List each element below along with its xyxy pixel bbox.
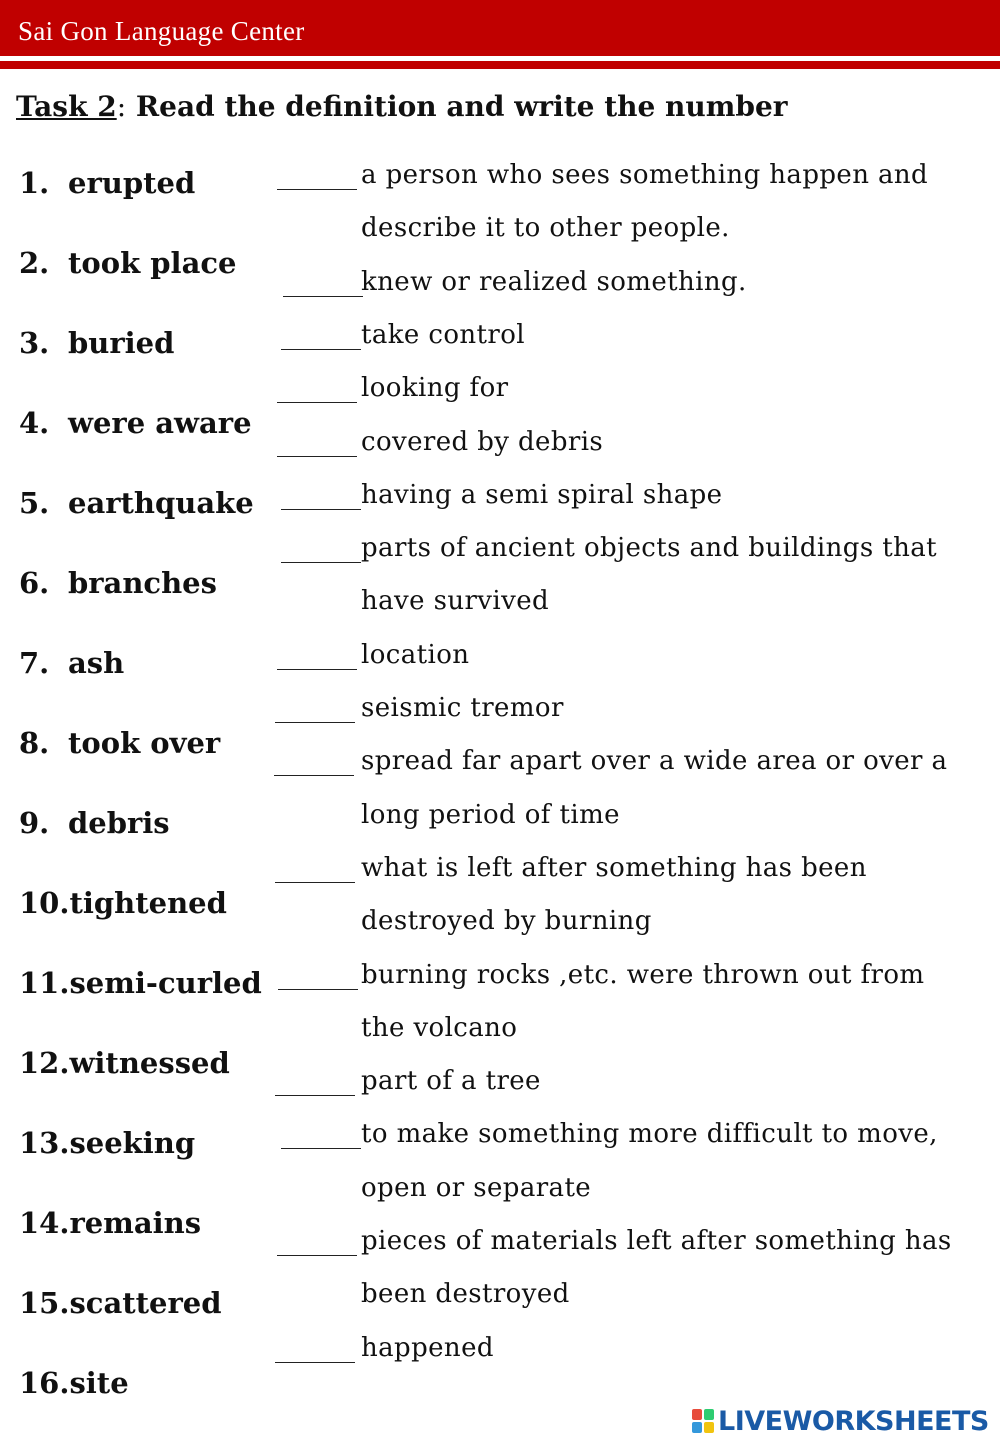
definition-line: open or separate [361, 1172, 592, 1203]
answer-blank[interactable] [281, 349, 361, 350]
definition-line: location [361, 639, 470, 670]
definition-line: having a semi spiral shape [361, 479, 723, 510]
word-item [19, 1046, 230, 1080]
definition-line: describe it to other people. [361, 213, 730, 244]
definition-line: covered by debris [361, 426, 604, 457]
word-number: 4. [19, 406, 50, 440]
task-instruction: Read the definition and write the number [126, 90, 788, 123]
word-item [19, 326, 174, 360]
word-text: tightened [69, 886, 227, 920]
liveworksheets-logo-icon [692, 1409, 714, 1433]
definition-line: have survived [361, 586, 550, 617]
definition-line: been destroyed [361, 1279, 570, 1310]
task-heading [16, 90, 788, 123]
word-item [19, 1286, 221, 1320]
answer-blank[interactable] [275, 882, 355, 883]
word-number: 10. [19, 886, 70, 920]
header-bar [0, 0, 1000, 56]
definition-line: knew or realized something. [361, 266, 747, 297]
task-label: Task 2 [16, 90, 117, 123]
word-number: 14. [19, 1206, 70, 1240]
word-text: debris [68, 806, 170, 840]
word-item [19, 726, 220, 760]
definition-line: seismic tremor [361, 693, 564, 723]
definition-line: parts of ancient objects and buildings that [361, 533, 937, 564]
word-text: buried [68, 326, 175, 360]
answer-blank[interactable] [277, 456, 357, 457]
definition-line: happened [361, 1332, 494, 1363]
word-item [19, 166, 195, 200]
answer-blank[interactable] [277, 189, 357, 190]
liveworksheets-logo [692, 1403, 989, 1439]
answer-blank[interactable] [275, 1362, 355, 1363]
word-text: semi-curled [69, 966, 262, 1000]
word-text: site [69, 1366, 129, 1400]
word-number: 6. [19, 566, 50, 600]
definition-line: part of a tree [361, 1066, 541, 1097]
word-number: 13. [19, 1126, 70, 1160]
task-colon: : [116, 90, 127, 123]
answer-blank[interactable] [277, 1255, 357, 1256]
word-item [19, 486, 254, 520]
word-item [19, 806, 170, 840]
definition-line: a person who sees something happen and [361, 160, 929, 190]
word-text: erupted [68, 166, 196, 200]
word-text: remains [69, 1206, 202, 1240]
word-text: were aware [68, 406, 252, 440]
definition-line: take control [361, 319, 525, 350]
answer-blank[interactable] [278, 989, 358, 990]
word-item [19, 246, 236, 280]
definition-line: looking for [361, 373, 509, 404]
answer-blank[interactable] [277, 402, 357, 403]
word-item [19, 966, 262, 1000]
definition-line: long period of time [361, 799, 620, 830]
word-text: seeking [69, 1126, 196, 1160]
word-number: 3. [19, 326, 50, 360]
definition-line: the volcano [361, 1012, 518, 1043]
word-number: 12. [19, 1046, 70, 1080]
word-item [19, 406, 252, 440]
definition-line: spread far apart over a wide area or over a [361, 746, 948, 777]
word-text: earthquake [68, 486, 254, 520]
answer-blank[interactable] [275, 1095, 355, 1096]
word-item [19, 646, 124, 680]
word-text: witnessed [69, 1046, 230, 1080]
word-number: 2. [19, 246, 50, 280]
answer-blank[interactable] [277, 669, 357, 670]
word-item [19, 1206, 201, 1240]
word-item [19, 566, 217, 600]
word-number: 11. [19, 966, 70, 1000]
header-title: Sai Gon Language Center [18, 16, 305, 46]
word-number: 5. [19, 486, 50, 520]
word-text: ash [68, 646, 125, 680]
definition-line: what is left after something has been [361, 852, 867, 883]
header-divider-red [0, 61, 1000, 69]
definition-line: pieces of materials left after something has [361, 1226, 952, 1256]
answer-blank[interactable] [281, 562, 361, 563]
word-number: 9. [19, 806, 50, 840]
word-text: scattered [69, 1286, 222, 1320]
answer-blank[interactable] [281, 1148, 361, 1149]
word-number: 7. [19, 646, 50, 680]
logo-text: LIVEWORKSHEETS [718, 1405, 989, 1437]
word-number: 1. [19, 166, 50, 200]
definition-line: burning rocks ,etc. were thrown out from [361, 959, 925, 990]
word-item [19, 886, 227, 920]
answer-blank[interactable] [283, 296, 363, 297]
answer-blank[interactable] [274, 775, 354, 776]
word-item [19, 1126, 195, 1160]
answer-blank[interactable] [281, 509, 361, 510]
word-item [19, 1366, 129, 1400]
word-number: 8. [19, 726, 50, 760]
word-text: took over [68, 726, 221, 760]
word-number: 15. [19, 1286, 70, 1320]
definition-line: destroyed by burning [361, 906, 652, 937]
word-text: took place [68, 246, 237, 280]
answer-blank[interactable] [275, 722, 355, 723]
definition-line: to make something more difficult to move, [361, 1119, 938, 1150]
word-number: 16. [19, 1366, 70, 1400]
word-text: branches [68, 566, 217, 600]
